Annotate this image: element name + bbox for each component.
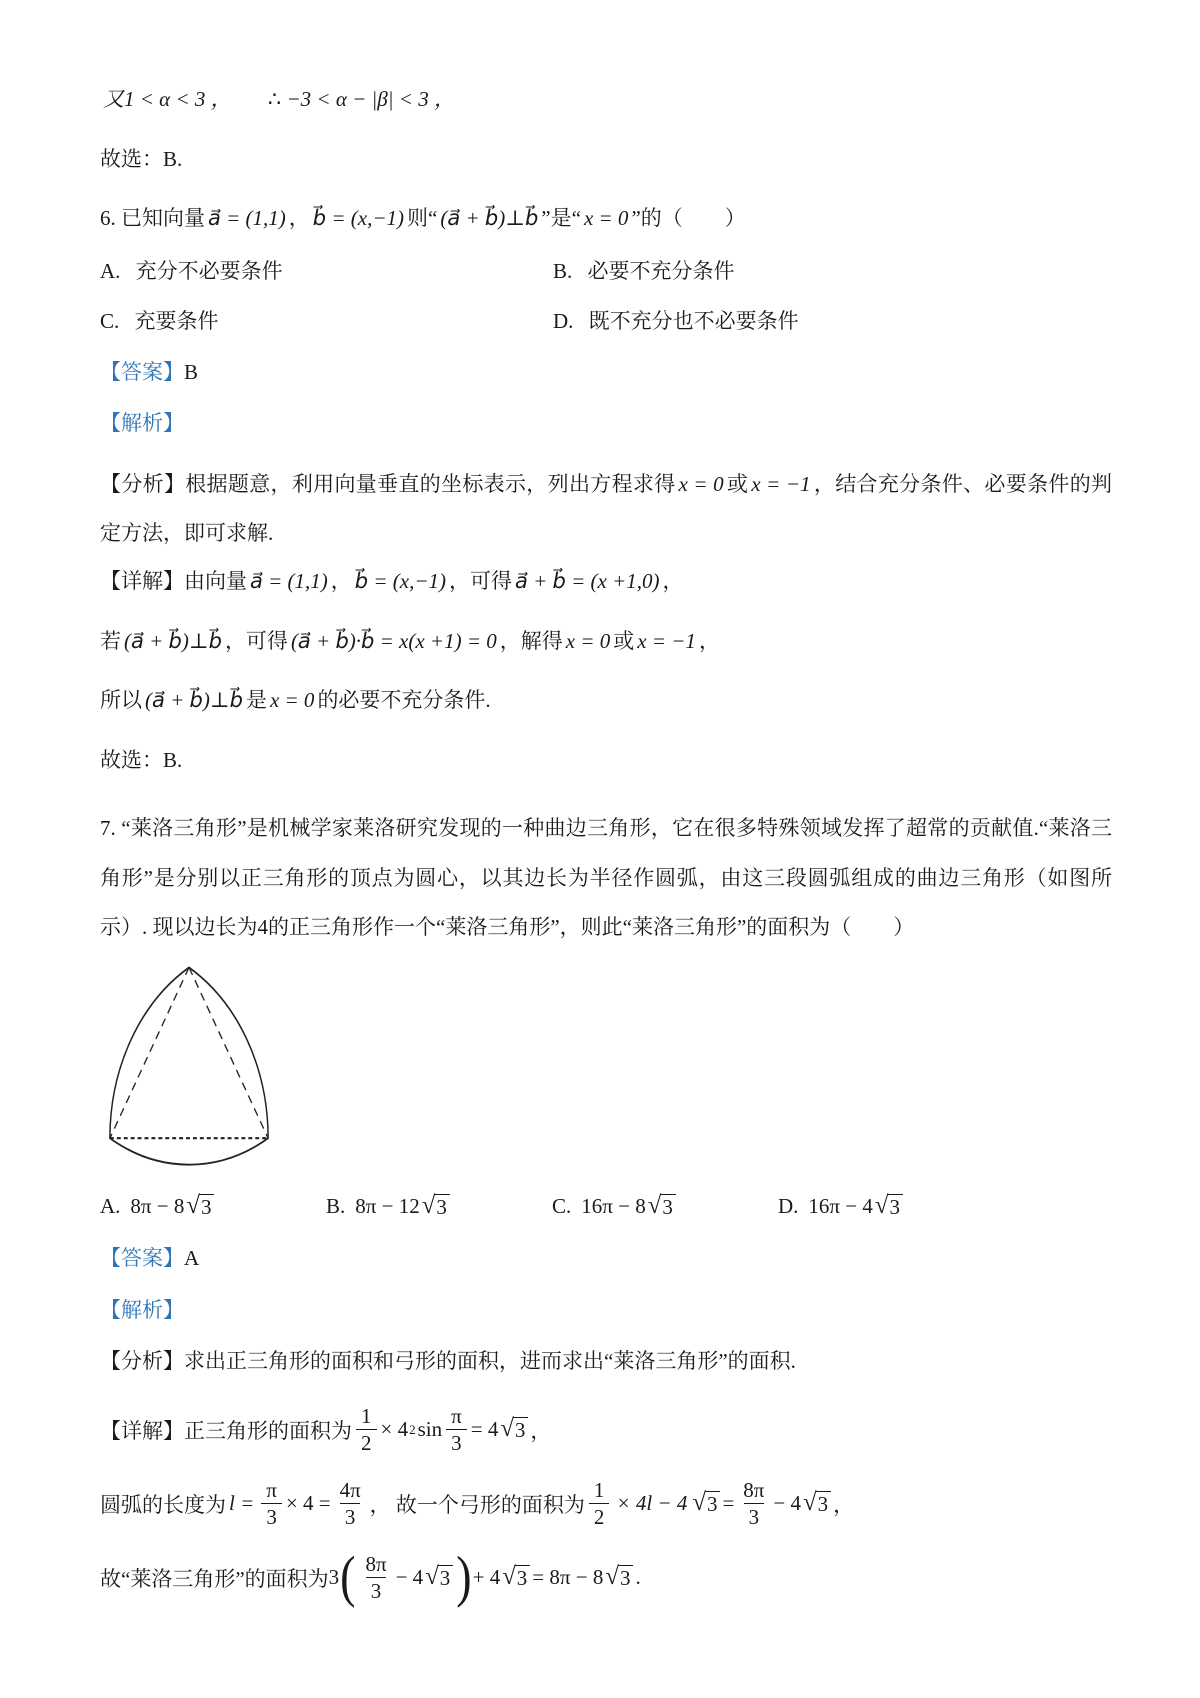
radical-sign: √ bbox=[421, 1192, 436, 1220]
q7-answer-line bbox=[100, 1243, 1112, 1275]
detail-tag: 【详解】 bbox=[100, 569, 184, 594]
question-number: 7. bbox=[100, 816, 116, 841]
x-equals-zero: x = 0 bbox=[583, 206, 629, 230]
option-formula: 8π − 8 bbox=[130, 1194, 185, 1219]
detail-text: 圆弧的长度为 bbox=[100, 1492, 226, 1517]
q7-figure-wrap bbox=[100, 960, 1112, 1178]
radicand: 3 bbox=[887, 1194, 903, 1219]
sqrt-expression bbox=[692, 1491, 720, 1516]
radicand: 3 bbox=[705, 1491, 721, 1516]
radicand: 3 bbox=[434, 1194, 450, 1219]
q7-detail-line1 bbox=[100, 1398, 1112, 1462]
detail-math: a⃗ = (1,1) bbox=[250, 569, 328, 594]
fraction-denominator: 3 bbox=[446, 1429, 467, 1455]
q7-detail-line3 bbox=[100, 1546, 1112, 1610]
detail-text: 的必要不充分条件. bbox=[317, 688, 491, 713]
q7-jiexi-line bbox=[100, 1295, 1112, 1327]
detail-text: ， bbox=[330, 569, 352, 594]
question-number: 6. bbox=[100, 206, 116, 230]
detail-math: a⃗ + b⃗ = (x +1,0) bbox=[515, 569, 660, 594]
radical-sign: √ bbox=[692, 1489, 706, 1517]
option-label: D. bbox=[553, 308, 574, 333]
analysis-text: ，结合充分条件、必要条件的判定方法，即可求解. bbox=[100, 471, 1113, 545]
sqrt-expression bbox=[803, 1491, 831, 1516]
q6-jiexi-line bbox=[100, 408, 1112, 440]
radical-sign: √ bbox=[186, 1192, 200, 1220]
fraction-numerator: 1 bbox=[361, 1404, 372, 1429]
detail-math: x = 0 bbox=[269, 688, 315, 713]
solution5-conclusion bbox=[100, 144, 1112, 176]
detail-math: + 4 bbox=[472, 1565, 501, 1590]
radicand: 3 bbox=[660, 1194, 676, 1219]
detail-text: ，解得 bbox=[499, 628, 563, 653]
fraction-denominator: 3 bbox=[366, 1577, 387, 1603]
detail-math: − 4 bbox=[395, 1565, 424, 1590]
radical-sign: √ bbox=[425, 1563, 439, 1591]
fraction-numerator: 4π bbox=[339, 1478, 361, 1503]
sqrt-expression bbox=[186, 1194, 214, 1219]
q6-detail-line2 bbox=[100, 626, 1112, 658]
option-label: B. bbox=[553, 258, 573, 283]
detail-text: ， bbox=[833, 1492, 855, 1517]
option-text: 必要不充分条件 bbox=[587, 258, 735, 283]
answer-value: A bbox=[184, 1246, 200, 1271]
option-label: B. bbox=[326, 1194, 346, 1219]
q6-options bbox=[100, 255, 1112, 335]
detail-math: (a⃗ + b⃗)·b⃗ = x(x +1) = 0 bbox=[290, 628, 497, 653]
radical-sign: √ bbox=[500, 1415, 514, 1443]
conclusion-text: 故选：B. bbox=[100, 747, 183, 772]
detail-text: ， bbox=[698, 628, 720, 653]
radicand: 3 bbox=[199, 1194, 215, 1219]
reuleaux-triangle-figure bbox=[100, 960, 278, 1172]
vector-a-def: a⃗ = (1,1) bbox=[208, 206, 286, 230]
big-left-paren: ( bbox=[340, 1544, 356, 1609]
sqrt-expression bbox=[502, 1565, 530, 1590]
detail-math: (a⃗ + b⃗)⊥b⃗ bbox=[124, 628, 222, 653]
detail-text: ， 故一个弓形的面积为 bbox=[369, 1492, 585, 1517]
option-text: 充要条件 bbox=[134, 308, 219, 333]
option-text: 充分不必要条件 bbox=[135, 258, 283, 283]
q7-stem bbox=[100, 804, 1112, 952]
inequality-left: 又1 < α < 3 ， bbox=[103, 87, 232, 111]
fraction bbox=[589, 1478, 610, 1529]
fraction-numerator: 8π bbox=[365, 1552, 387, 1577]
detail-math: x = 0 bbox=[565, 628, 611, 653]
fraction bbox=[356, 1404, 377, 1455]
answer-tag: 【答案】 bbox=[100, 359, 184, 384]
sqrt-expression bbox=[422, 1194, 450, 1219]
detail-text: 是 bbox=[245, 688, 267, 713]
detail-text: 所以 bbox=[100, 688, 142, 713]
q7-options bbox=[100, 1194, 1112, 1219]
stem-text: 已知向量 bbox=[121, 206, 205, 230]
detail-math: × 4l − 4 bbox=[616, 1491, 688, 1516]
stem-text: 则“ bbox=[407, 206, 438, 230]
q7-option-b bbox=[326, 1194, 552, 1219]
detail-math: = 4 bbox=[470, 1417, 499, 1442]
detail-math: b⃗ = (x,−1) bbox=[354, 569, 447, 594]
sqrt-expression bbox=[425, 1565, 453, 1590]
inequality-right: ∴ −3 < α − |β| < 3 ， bbox=[267, 87, 455, 111]
q6-detail-line1 bbox=[100, 566, 1112, 598]
detail-math: − 4 bbox=[773, 1491, 801, 1516]
q6-option-c bbox=[100, 305, 553, 335]
q6-option-d bbox=[553, 305, 1112, 335]
radicand: 3 bbox=[513, 1417, 529, 1442]
option-label: C. bbox=[552, 1194, 572, 1219]
detail-text: ， bbox=[530, 1418, 552, 1443]
detail-text: 正三角形的面积为 bbox=[184, 1418, 352, 1443]
stem-text: ， bbox=[288, 206, 310, 230]
radical-sign: √ bbox=[502, 1563, 516, 1591]
explain-tag: 【解析】 bbox=[100, 411, 184, 435]
detail-text: 若 bbox=[100, 628, 121, 653]
fraction-denominator: 3 bbox=[261, 1503, 282, 1529]
answer-value: B bbox=[184, 359, 199, 384]
detail-math: (a⃗ + b⃗)⊥b⃗ bbox=[145, 688, 243, 713]
radical-sign: √ bbox=[803, 1489, 817, 1517]
stem-text: ”是“ bbox=[541, 206, 581, 230]
q7-option-a bbox=[100, 1194, 326, 1219]
detail-text: 或 bbox=[613, 628, 635, 653]
q6-conclusion bbox=[100, 745, 1112, 777]
radical-sign: √ bbox=[605, 1563, 619, 1591]
option-formula: 8π − 12 bbox=[355, 1194, 420, 1219]
option-formula: 16π − 4 bbox=[808, 1194, 873, 1219]
fraction-denominator: 3 bbox=[340, 1503, 361, 1529]
detail-text: ，可得 bbox=[224, 628, 288, 653]
fraction bbox=[335, 1478, 366, 1529]
option-text: 既不充分也不必要条件 bbox=[588, 308, 799, 333]
detail-math: × 4 = bbox=[285, 1491, 331, 1516]
sqrt-expression bbox=[605, 1565, 633, 1590]
q6-answer-line bbox=[100, 357, 1112, 389]
detail-text: ，可得 bbox=[449, 569, 513, 594]
option-label: C. bbox=[100, 308, 120, 333]
detail-text: 故“莱洛三角形”的面积为 bbox=[100, 1566, 329, 1591]
exponent: 2 bbox=[409, 1421, 416, 1437]
sin-operator: sin bbox=[417, 1417, 443, 1442]
analysis-text: 求出正三角形的面积和弓形的面积，进而求出“莱洛三角形”的面积. bbox=[184, 1349, 796, 1374]
detail-math: 3 bbox=[328, 1565, 340, 1590]
radicand: 3 bbox=[816, 1491, 832, 1516]
fraction bbox=[261, 1478, 282, 1529]
detail-tag: 【详解】 bbox=[100, 1418, 184, 1443]
analysis-text: 或 bbox=[726, 471, 749, 496]
fraction bbox=[446, 1404, 467, 1455]
fraction-numerator: π bbox=[266, 1478, 277, 1503]
option-label: A. bbox=[100, 258, 121, 283]
fraction-denominator: 3 bbox=[744, 1503, 765, 1529]
detail-math: = 8π − 8 bbox=[532, 1565, 604, 1590]
option-label: A. bbox=[100, 1194, 121, 1219]
analysis-math: x = −1 bbox=[751, 471, 811, 496]
q6-option-b bbox=[553, 255, 1112, 285]
detail-math: x = −1 bbox=[637, 628, 696, 653]
detail-math: l = bbox=[229, 1491, 255, 1516]
analysis-math: x = 0 bbox=[678, 471, 724, 496]
q6-stem bbox=[100, 203, 1112, 235]
detail-text: ， bbox=[662, 569, 684, 594]
detail-text: . bbox=[635, 1565, 641, 1590]
triangle-dashed-sides bbox=[110, 968, 268, 1139]
q7-option-d bbox=[778, 1194, 1004, 1219]
fraction-numerator: 1 bbox=[593, 1478, 605, 1503]
sqrt-expression bbox=[875, 1194, 903, 1219]
fraction-numerator: π bbox=[451, 1404, 462, 1429]
big-right-paren: ) bbox=[456, 1544, 472, 1609]
detail-text: 由向量 bbox=[184, 569, 247, 594]
detail-math: = bbox=[722, 1491, 735, 1516]
radicand: 3 bbox=[515, 1565, 531, 1590]
option-formula: 16π − 8 bbox=[581, 1194, 646, 1219]
q6-option-a bbox=[100, 255, 553, 285]
solution5-inequality-line bbox=[100, 84, 1112, 116]
perpendicular-condition: (a⃗ + b⃗)⊥b⃗ bbox=[440, 206, 539, 230]
fraction-denominator: 2 bbox=[356, 1429, 377, 1455]
explain-tag: 【解析】 bbox=[100, 1297, 184, 1322]
q7-detail-line2 bbox=[100, 1472, 1112, 1536]
analysis-tag: 【分析】 bbox=[100, 1349, 184, 1374]
radical-sign: √ bbox=[647, 1192, 662, 1220]
fraction bbox=[360, 1552, 391, 1603]
fraction-numerator: 8π bbox=[743, 1478, 765, 1503]
radicand: 3 bbox=[438, 1565, 454, 1590]
conclusion-text: 故选：B. bbox=[100, 146, 183, 171]
stem-text: ”的（ ） bbox=[631, 206, 746, 230]
fraction bbox=[738, 1478, 769, 1529]
detail-math: × 4 bbox=[380, 1417, 409, 1442]
sqrt-expression bbox=[648, 1194, 676, 1219]
fraction-denominator: 2 bbox=[589, 1503, 610, 1529]
answer-tag: 【答案】 bbox=[100, 1246, 184, 1271]
sqrt-expression bbox=[500, 1417, 528, 1442]
radical-sign: √ bbox=[874, 1192, 889, 1220]
q6-analysis bbox=[100, 460, 1112, 559]
option-label: D. bbox=[778, 1194, 799, 1219]
stem-text: “莱洛三角形”是机械学家莱洛研究发现的一种曲边三角形，它在很多特殊领域发挥了超常的贡献值.“莱洛三角形”是分别以正三角形的顶点为圆心，以其边长为半径作圆弧，由这三段圆弧组成的曲边三角形（如图所示）. 现以边长为4的正三角形作一个“莱洛三角形”，则此“莱洛三角形”的面积为（ ） bbox=[100, 816, 1113, 939]
q7-analysis bbox=[100, 1346, 1112, 1378]
radicand: 3 bbox=[618, 1565, 634, 1590]
analysis-tag: 【分析】 bbox=[100, 471, 186, 496]
q7-option-c bbox=[552, 1194, 778, 1219]
reuleaux-outline bbox=[110, 968, 268, 1165]
analysis-text: 根据题意，利用向量垂直的坐标表示，列出方程求得 bbox=[185, 471, 676, 496]
q6-detail-line3 bbox=[100, 685, 1112, 717]
vector-b-def: b⃗ = (x,−1) bbox=[312, 206, 405, 230]
